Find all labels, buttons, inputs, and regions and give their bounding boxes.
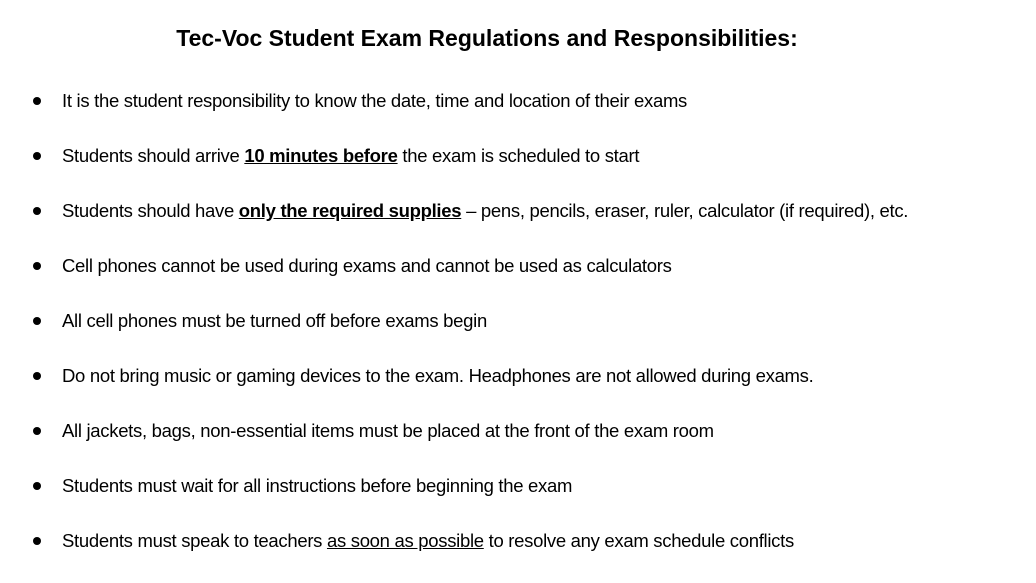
rule-text bbox=[62, 253, 672, 279]
document-title: Tec-Voc Student Exam Regulations and Responsibilities: bbox=[176, 25, 798, 52]
rule-text-segment: – pens, pencils, eraser, ruler, calculator (if required), etc. bbox=[461, 200, 909, 221]
rule-text bbox=[62, 473, 572, 499]
rule-text bbox=[62, 528, 794, 554]
bullet-icon bbox=[33, 537, 41, 545]
rule-text-segment: to resolve any exam schedule conflicts bbox=[483, 530, 794, 551]
rule-item bbox=[0, 88, 1036, 143]
bullet-icon bbox=[33, 372, 41, 380]
bullet-icon bbox=[33, 207, 41, 215]
rule-text bbox=[62, 418, 714, 444]
bullet-icon bbox=[33, 152, 41, 160]
bullet-icon bbox=[33, 262, 41, 270]
bullet-icon bbox=[33, 97, 41, 105]
rule-item bbox=[0, 528, 1036, 583]
rule-text bbox=[62, 363, 813, 389]
rule-text bbox=[62, 143, 639, 169]
rule-text-segment: Students must wait for all instructions before beginning the exam bbox=[62, 475, 573, 496]
rule-text-segment: the exam is scheduled to start bbox=[397, 145, 640, 166]
bullet-icon bbox=[33, 317, 41, 325]
rule-text-segment: Cell phones cannot be used during exams and cannot be used as calculators bbox=[62, 255, 672, 276]
rule-item bbox=[0, 418, 1036, 473]
rule-item bbox=[0, 143, 1036, 198]
rules-list bbox=[0, 88, 1036, 583]
rule-emphasis: only the required supplies bbox=[238, 200, 462, 221]
rule-item bbox=[0, 198, 1036, 253]
rule-item bbox=[0, 253, 1036, 308]
rule-text bbox=[62, 198, 908, 224]
bullet-icon bbox=[33, 482, 41, 490]
rule-emphasis: 10 minutes before bbox=[244, 145, 398, 166]
rule-item bbox=[0, 473, 1036, 528]
rule-text bbox=[62, 308, 487, 334]
rule-text-segment: Students should have bbox=[62, 200, 239, 221]
rule-text-segment: Students must speak to teachers bbox=[62, 530, 327, 551]
rule-text bbox=[62, 88, 687, 114]
rule-item bbox=[0, 363, 1036, 418]
rule-item bbox=[0, 308, 1036, 363]
rule-text-segment: It is the student responsibility to know the date, time and location of their exams bbox=[62, 90, 688, 111]
rule-text-segment: All cell phones must be turned off before exams begin bbox=[62, 310, 487, 331]
rule-text-segment: All jackets, bags, non-essential items must be placed at the front of the exam room bbox=[62, 420, 714, 441]
rule-emphasis: as soon as possible bbox=[326, 530, 484, 551]
bullet-icon bbox=[33, 427, 41, 435]
rule-text-segment: Do not bring music or gaming devices to the exam. Headphones are not allowed during exams. bbox=[62, 365, 814, 386]
rule-text-segment: Students should arrive bbox=[62, 145, 245, 166]
